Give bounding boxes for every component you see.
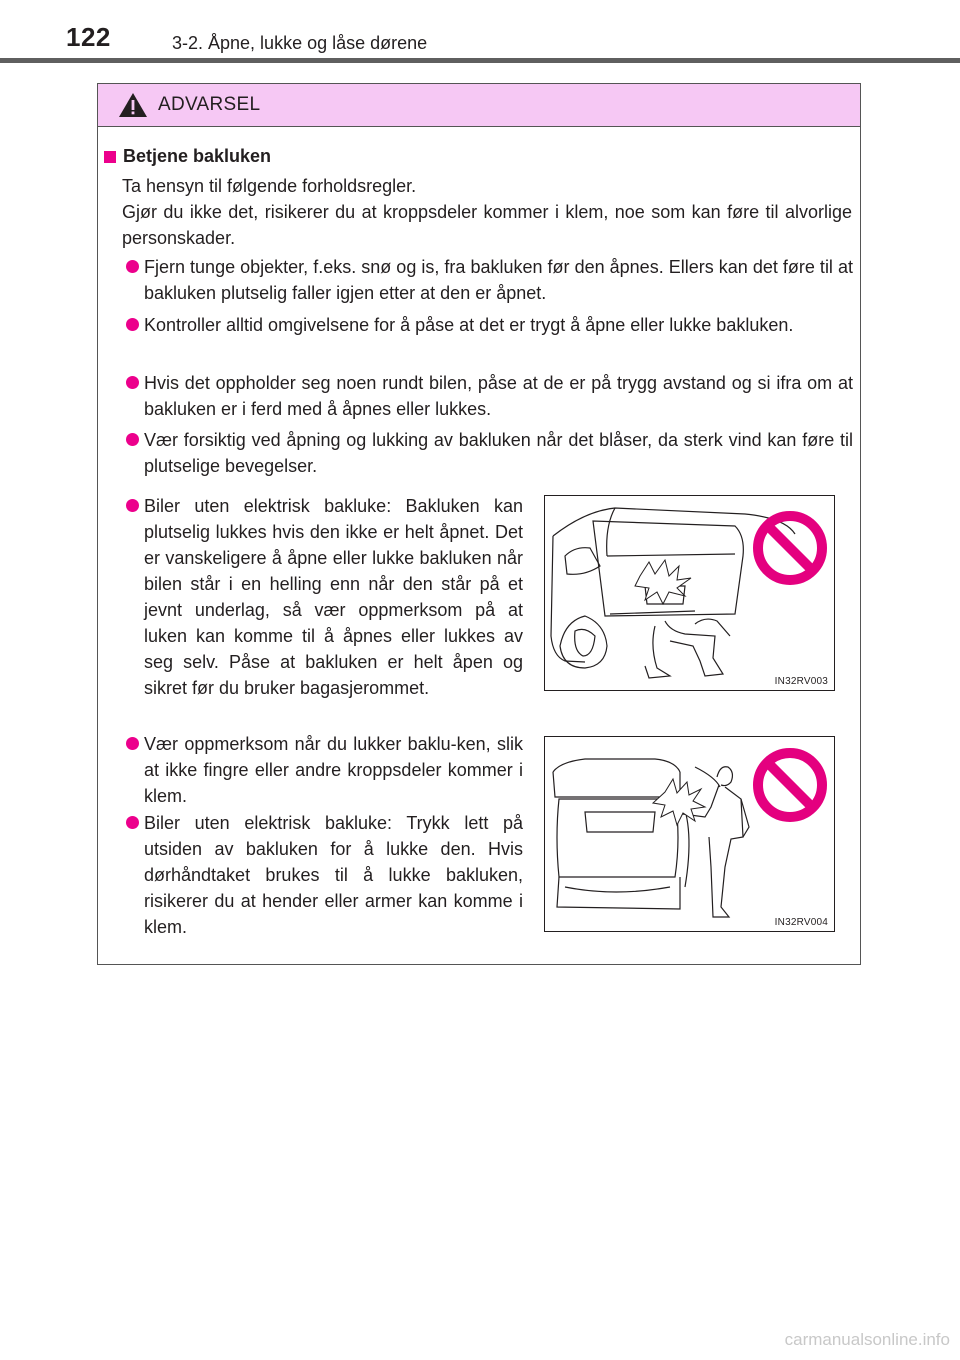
bullet-dot-icon [126,260,139,273]
bullet-text: Biler uten elektrisk bakluke: Bakluken kan plutselig lukkes hvis den ikke er helt åpnet. Det er vanskeligere å åpne eller lukke bakluken når bilen står i en helling enn når den står på et jevnt underlag, så vær oppmerksom på at luken kan komme til å åpnes eller lukkes av seg selv. Påse at bakluken er helt åpen og sikret før du bruker bagasjerommet. [144,496,523,698]
warning-title: ADVARSEL [158,94,261,115]
bullet-dot-icon [126,816,139,829]
bullet-item [144,493,523,701]
bullet-item [144,370,853,422]
bullet-text: Hvis det oppholder seg noen rundt bilen, påse at de er på trygg avstand og si ifra om at bakluken er i ferd med å åpnes eller lukkes. [144,373,853,419]
bullet-dot-icon [126,499,139,512]
warning-header [98,84,860,127]
bullet-dot-icon [126,376,139,389]
bullet-text: Vær oppmerksom når du lukker baklu-ken, slik at ikke fingre eller andre kroppsdeler kommer i klem. [144,734,523,806]
prohibition-icon [758,516,822,580]
page-header [0,0,960,53]
prohibition-icon [758,753,822,817]
car-rear-icon [545,496,836,692]
bullet-dot-icon [126,433,139,446]
bullet-dot-icon [126,737,139,750]
section-title: 3-2. Åpne, lukke og låse dørene [172,33,428,53]
illustration-tailgate-handle [544,736,835,932]
bullet-item [144,312,853,338]
bullet-dot-icon [126,318,139,331]
page-number: 122 [66,22,111,52]
bullet-text: Fjern tunge objekter, f.eks. snø og is, fra bakluken før den åpnes. Ellers kan det føre til at bakluken plutselig faller igjen etter at den er åpnet. [144,257,853,303]
bullet-item [144,254,853,306]
watermark: carmanualsonline.info [784,1330,950,1349]
intro-line-2: Gjør du ikke det, risikerer du at kroppsdeler kommer i klem, noe som kan føre til alvorlige personskader. [122,202,852,248]
bullet-text: Biler uten elektrisk bakluke: Trykk lett på utsiden av bakluken for å lukke den. Hvis dørhåndtaket brukes til å lukke bakluken, risikerer du at hender eller armer kan komme i klem. [144,813,523,937]
section-heading-text: Betjene bakluken [123,146,272,166]
bullet-item [144,427,853,479]
figure-code: IN32RV004 [774,917,828,928]
bullet-item [144,810,523,940]
illustration-tailgate-closing [544,495,835,691]
bullet-text: Kontroller alltid omgivelsene for å påse at det er trygt å åpne eller lukke bakluken. [144,315,794,335]
header-divider [0,58,960,63]
bullet-item [144,731,523,809]
square-bullet-icon [104,151,116,163]
bullet-text: Vær forsiktig ved åpning og lukking av bakluken når det blåser, da sterk vind kan føre til plutselige bevegelser. [144,430,853,476]
warning-triangle-icon [118,92,148,118]
section-heading [104,146,271,167]
figure-code: IN32RV003 [774,676,828,687]
intro-line-1: Ta hensyn til følgende forholdsregler. [122,176,417,196]
